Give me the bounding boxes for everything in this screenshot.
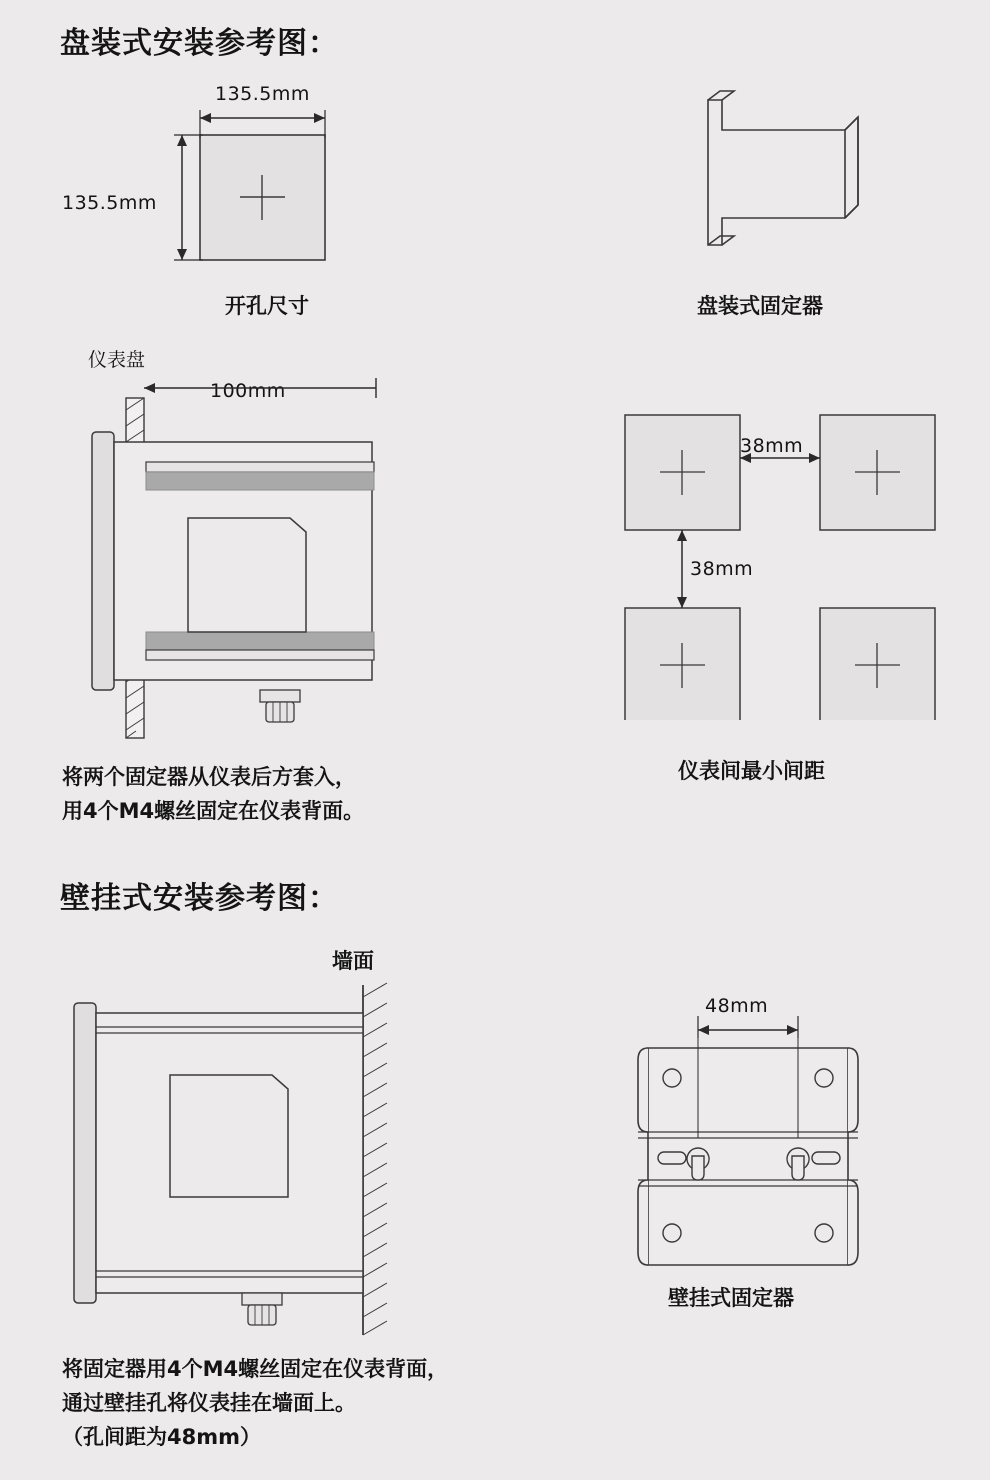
cutout-caption: 开孔尺寸 bbox=[225, 294, 309, 318]
cutout-dimension-figure bbox=[60, 80, 420, 300]
panel-board-label: 仪表盘 bbox=[88, 349, 146, 371]
wall-bracket-figure bbox=[600, 990, 920, 1280]
panel-bracket-figure bbox=[660, 85, 880, 265]
wall-bracket-caption: 壁挂式固定器 bbox=[668, 1286, 794, 1310]
wall-mount-side-view-figure bbox=[60, 975, 480, 1345]
section-title-panel-mount: 盘装式安装参考图： bbox=[60, 26, 339, 61]
spacing-horizontal-dimension: 38mm bbox=[740, 435, 804, 457]
cutout-width-dimension: 135.5mm bbox=[215, 83, 310, 105]
spacing-vertical-dimension: 38mm bbox=[690, 558, 754, 580]
panel-depth-dimension: 100mm bbox=[210, 380, 286, 402]
wall-mount-note-line1: 将固定器用4个M4螺丝固定在仪表背面， bbox=[62, 1357, 449, 1381]
spacing-caption: 仪表间最小间距 bbox=[678, 759, 825, 783]
section-title-wall-mount: 壁挂式安装参考图： bbox=[60, 881, 339, 916]
wall-bracket-hole-spacing-dimension: 48mm bbox=[705, 995, 769, 1017]
panel-mount-note-line1: 将两个固定器从仪表后方套入， bbox=[62, 765, 356, 789]
panel-bracket-caption: 盘装式固定器 bbox=[697, 294, 823, 318]
wall-surface-label: 墙面 bbox=[332, 949, 374, 973]
panel-mount-note-line2: 用4个M4螺丝固定在仪表背面。 bbox=[62, 799, 365, 823]
cutout-height-dimension: 135.5mm bbox=[62, 192, 157, 214]
wall-mount-note-line2: 通过壁挂孔将仪表挂在墙面上。 bbox=[62, 1391, 356, 1415]
wall-mount-note-line3: （孔间距为48mm） bbox=[62, 1425, 261, 1449]
panel-side-view-figure bbox=[60, 370, 520, 750]
